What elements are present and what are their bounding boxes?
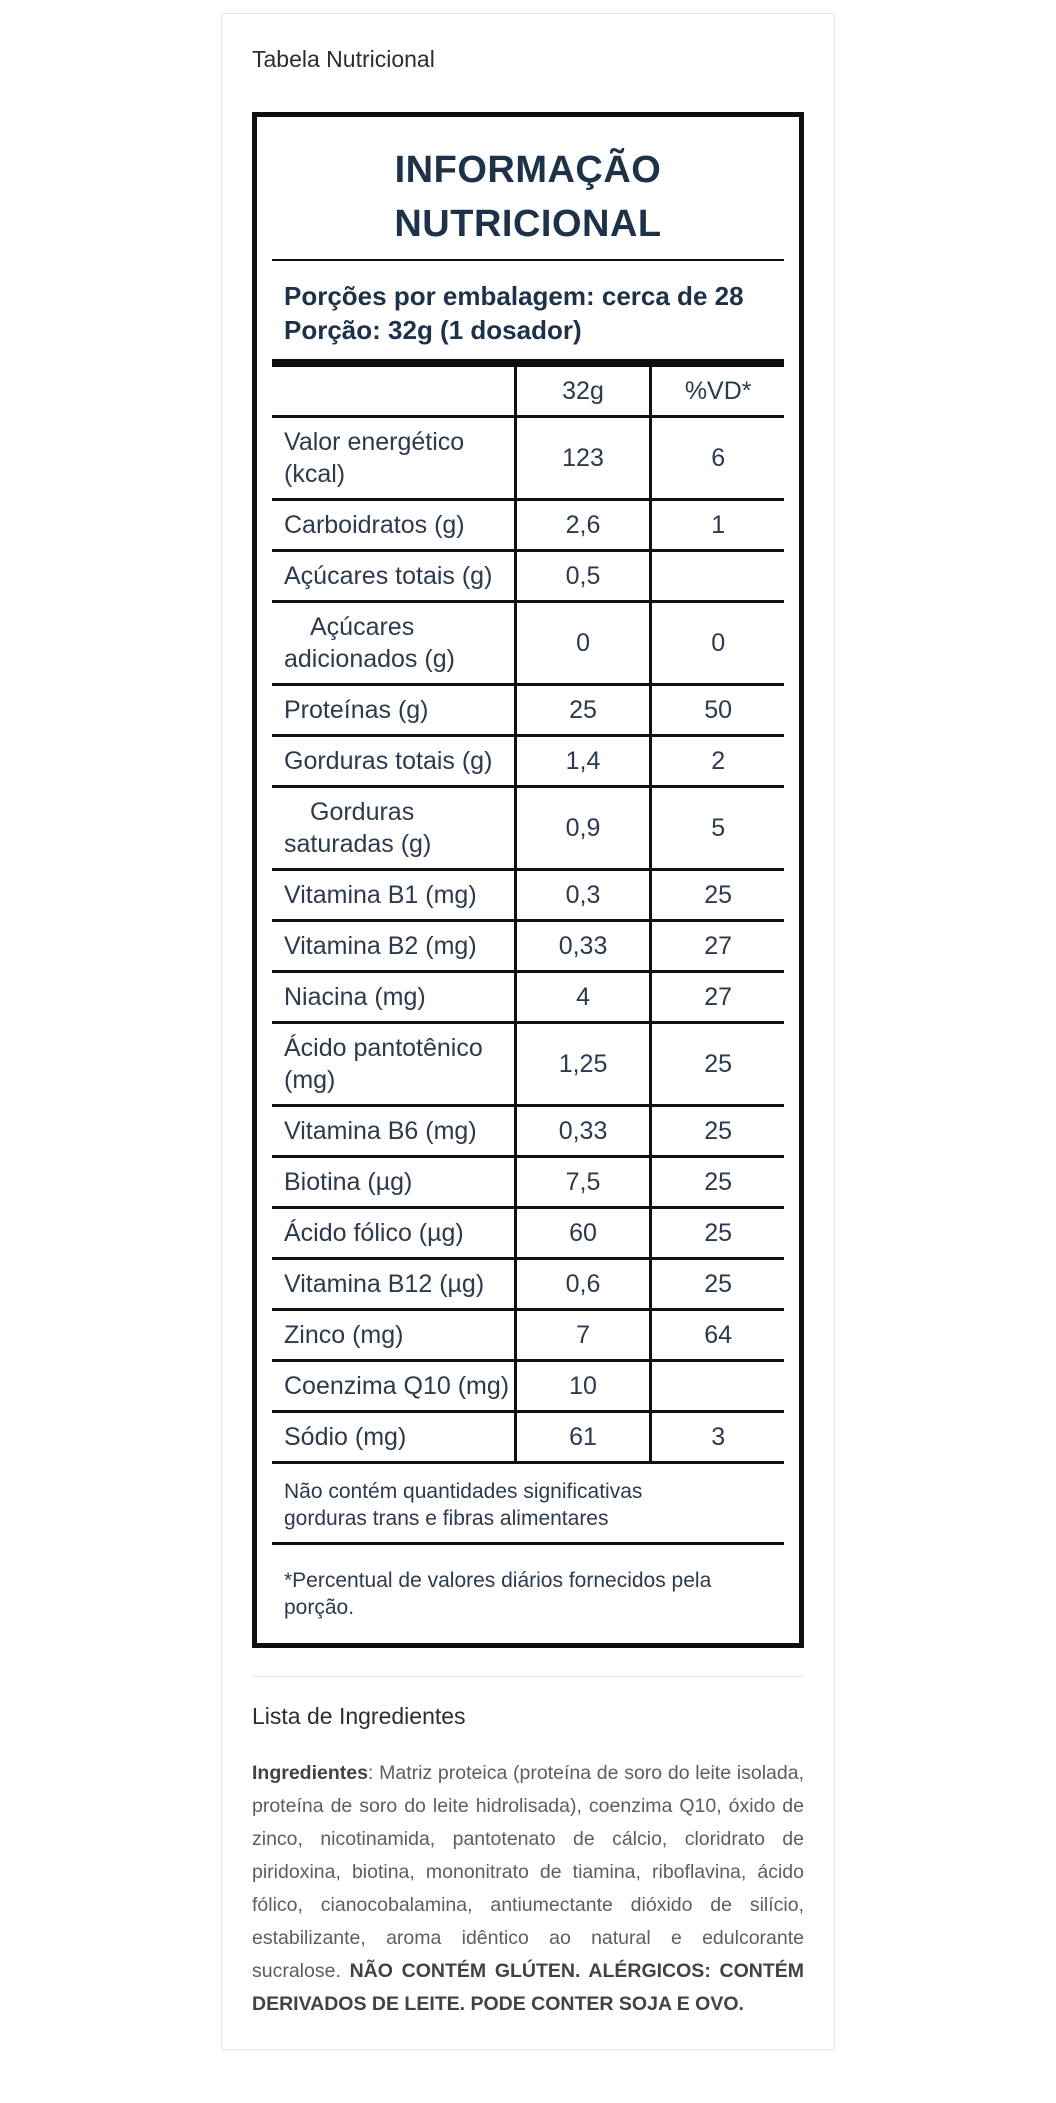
nutrient-name: Vitamina B6 (mg)	[272, 1106, 515, 1157]
nutrient-name: Niacina (mg)	[272, 972, 515, 1023]
nutrient-name: Açúcares totais (g)	[272, 551, 515, 602]
nutrient-daily-value	[651, 551, 784, 602]
note-insignificant-amounts: Não contém quantidades significativas gorduras trans e fibras alimentares	[284, 1480, 643, 1530]
nutrient-row	[272, 921, 784, 972]
note-daily-values: *Percentual de valores diários fornecidos pela porção.	[284, 1569, 712, 1619]
nutrient-daily-value: 1	[651, 500, 784, 551]
nutrition-facts-section	[252, 44, 804, 1648]
nutrient-daily-value: 6	[651, 417, 784, 500]
nutrient-daily-value: 0	[651, 602, 784, 685]
nutrient-name: Ácido pantotênico (mg)	[272, 1023, 515, 1106]
nutrient-row	[272, 1023, 784, 1106]
nutrition-table	[272, 367, 784, 1464]
title-divider-rule	[272, 259, 784, 261]
nutrient-row	[272, 500, 784, 551]
nutrient-daily-value: 64	[651, 1310, 784, 1361]
nutrient-daily-value: 27	[651, 972, 784, 1023]
nutrient-quantity: 10	[515, 1361, 651, 1412]
nutrient-name: Gorduras totais (g)	[272, 736, 515, 787]
servings-info	[272, 279, 784, 347]
nutrient-row	[272, 1208, 784, 1259]
label-title-line2: NUTRICIONAL	[394, 203, 662, 245]
nutrient-quantity: 61	[515, 1412, 651, 1463]
nutrient-quantity: 123	[515, 417, 651, 500]
nutrient-quantity: 0,9	[515, 787, 651, 870]
nutrient-daily-value: 50	[651, 685, 784, 736]
nutrient-name: Proteínas (g)	[272, 685, 515, 736]
nutrient-row	[272, 870, 784, 921]
nutrient-name: Valor energético (kcal)	[272, 417, 515, 500]
nutrient-row	[272, 685, 784, 736]
nutrient-row	[272, 787, 784, 870]
nutrition-facts-label	[252, 112, 804, 1648]
ingredients-section	[252, 1701, 804, 2021]
servings-divider-bar	[272, 359, 784, 367]
nutrient-name: Gorduras saturadas (g)	[272, 787, 515, 870]
nutrient-daily-value: 25	[651, 1259, 784, 1310]
ingredients-allergen-bold: NÃO CONTÉM GLÚTEN. ALÉRGICOS: CONTÉM DERIVADOS DE LEITE. PODE CONTER SOJA E OVO.	[252, 1960, 805, 2015]
nutrient-name: Zinco (mg)	[272, 1310, 515, 1361]
header-nutrient-column	[272, 367, 515, 417]
nutrient-name: Biotina (µg)	[272, 1157, 515, 1208]
nutrition-table-header-row	[272, 367, 784, 417]
nutrient-quantity: 0,33	[515, 1106, 651, 1157]
section-divider	[252, 1676, 804, 1677]
nutrient-daily-value: 5	[651, 787, 784, 870]
section-title-lista-ingredientes: Lista de Ingredientes	[252, 1703, 466, 1729]
nutrient-quantity: 7	[515, 1310, 651, 1361]
nutrient-quantity: 0,33	[515, 921, 651, 972]
nutrient-name: Vitamina B1 (mg)	[272, 870, 515, 921]
nutrient-quantity: 0,3	[515, 870, 651, 921]
nutrient-name: Vitamina B2 (mg)	[272, 921, 515, 972]
nutrient-daily-value: 25	[651, 1157, 784, 1208]
nutrient-daily-value	[651, 1361, 784, 1412]
nutrient-name: Coenzima Q10 (mg)	[272, 1361, 515, 1412]
nutrient-quantity: 7,5	[515, 1157, 651, 1208]
nutrient-daily-value: 25	[651, 1208, 784, 1259]
nutrient-name: Vitamina B12 (µg)	[272, 1259, 515, 1310]
nutrient-row	[272, 602, 784, 685]
nutrient-name: Açúcares adicionados (g)	[272, 602, 515, 685]
nutrient-daily-value: 2	[651, 736, 784, 787]
nutrient-quantity: 1,4	[515, 736, 651, 787]
nutrient-quantity: 0,5	[515, 551, 651, 602]
nutrient-name: Sódio (mg)	[272, 1412, 515, 1463]
nutrient-name: Carboidratos (g)	[272, 500, 515, 551]
nutrient-daily-value: 25	[651, 1106, 784, 1157]
nutrient-row	[272, 1310, 784, 1361]
nutrient-row	[272, 551, 784, 602]
section-title-tabela-nutricional: Tabela Nutricional	[252, 46, 435, 72]
nutrient-quantity: 0	[515, 602, 651, 685]
nutrient-daily-value: 25	[651, 1023, 784, 1106]
nutrient-row	[272, 972, 784, 1023]
ingredients-lead-bold: Ingredientes	[252, 1762, 368, 1784]
nutrient-quantity: 2,6	[515, 500, 651, 551]
note-divider-rule	[272, 1542, 784, 1545]
label-title	[272, 143, 784, 251]
product-info-card	[221, 13, 835, 2050]
label-title-line1: INFORMAÇÃO	[394, 149, 662, 191]
nutrient-row	[272, 1259, 784, 1310]
header-daily-value-column: %VD*	[651, 367, 784, 417]
nutrient-daily-value: 27	[651, 921, 784, 972]
nutrient-daily-value: 25	[651, 870, 784, 921]
nutrient-row	[272, 1157, 784, 1208]
header-quantity-column: 32g	[515, 367, 651, 417]
serving-size: Porção: 32g (1 dosador)	[284, 315, 582, 345]
nutrient-row	[272, 1412, 784, 1463]
nutrient-row	[272, 736, 784, 787]
nutrient-row	[272, 417, 784, 500]
ingredients-paragraph	[252, 1757, 804, 2021]
nutrient-row	[272, 1106, 784, 1157]
servings-per-package: Porções por embalagem: cerca de 28	[284, 281, 744, 311]
nutrient-quantity: 60	[515, 1208, 651, 1259]
ingredients-body-text: : Matriz proteica (proteína de soro do leite isolada, proteína de soro do leite hidrolisada), coenzima Q10, óxido de zinco, nicotinamida, pantotenato de cálcio, cloridrato de piridoxina, biotina, mononitrato de tiamina, riboflavina, ácido fólico, cianocobalamina, antiumectante dióxido de silício, estabilizante, aroma idêntico ao natural e edulcorante sucralose.	[252, 1762, 804, 1982]
nutrient-quantity: 25	[515, 685, 651, 736]
nutrient-quantity: 0,6	[515, 1259, 651, 1310]
nutrient-name: Ácido fólico (µg)	[272, 1208, 515, 1259]
nutrient-quantity: 1,25	[515, 1023, 651, 1106]
nutrient-daily-value: 3	[651, 1412, 784, 1463]
nutrient-quantity: 4	[515, 972, 651, 1023]
nutrient-row	[272, 1361, 784, 1412]
